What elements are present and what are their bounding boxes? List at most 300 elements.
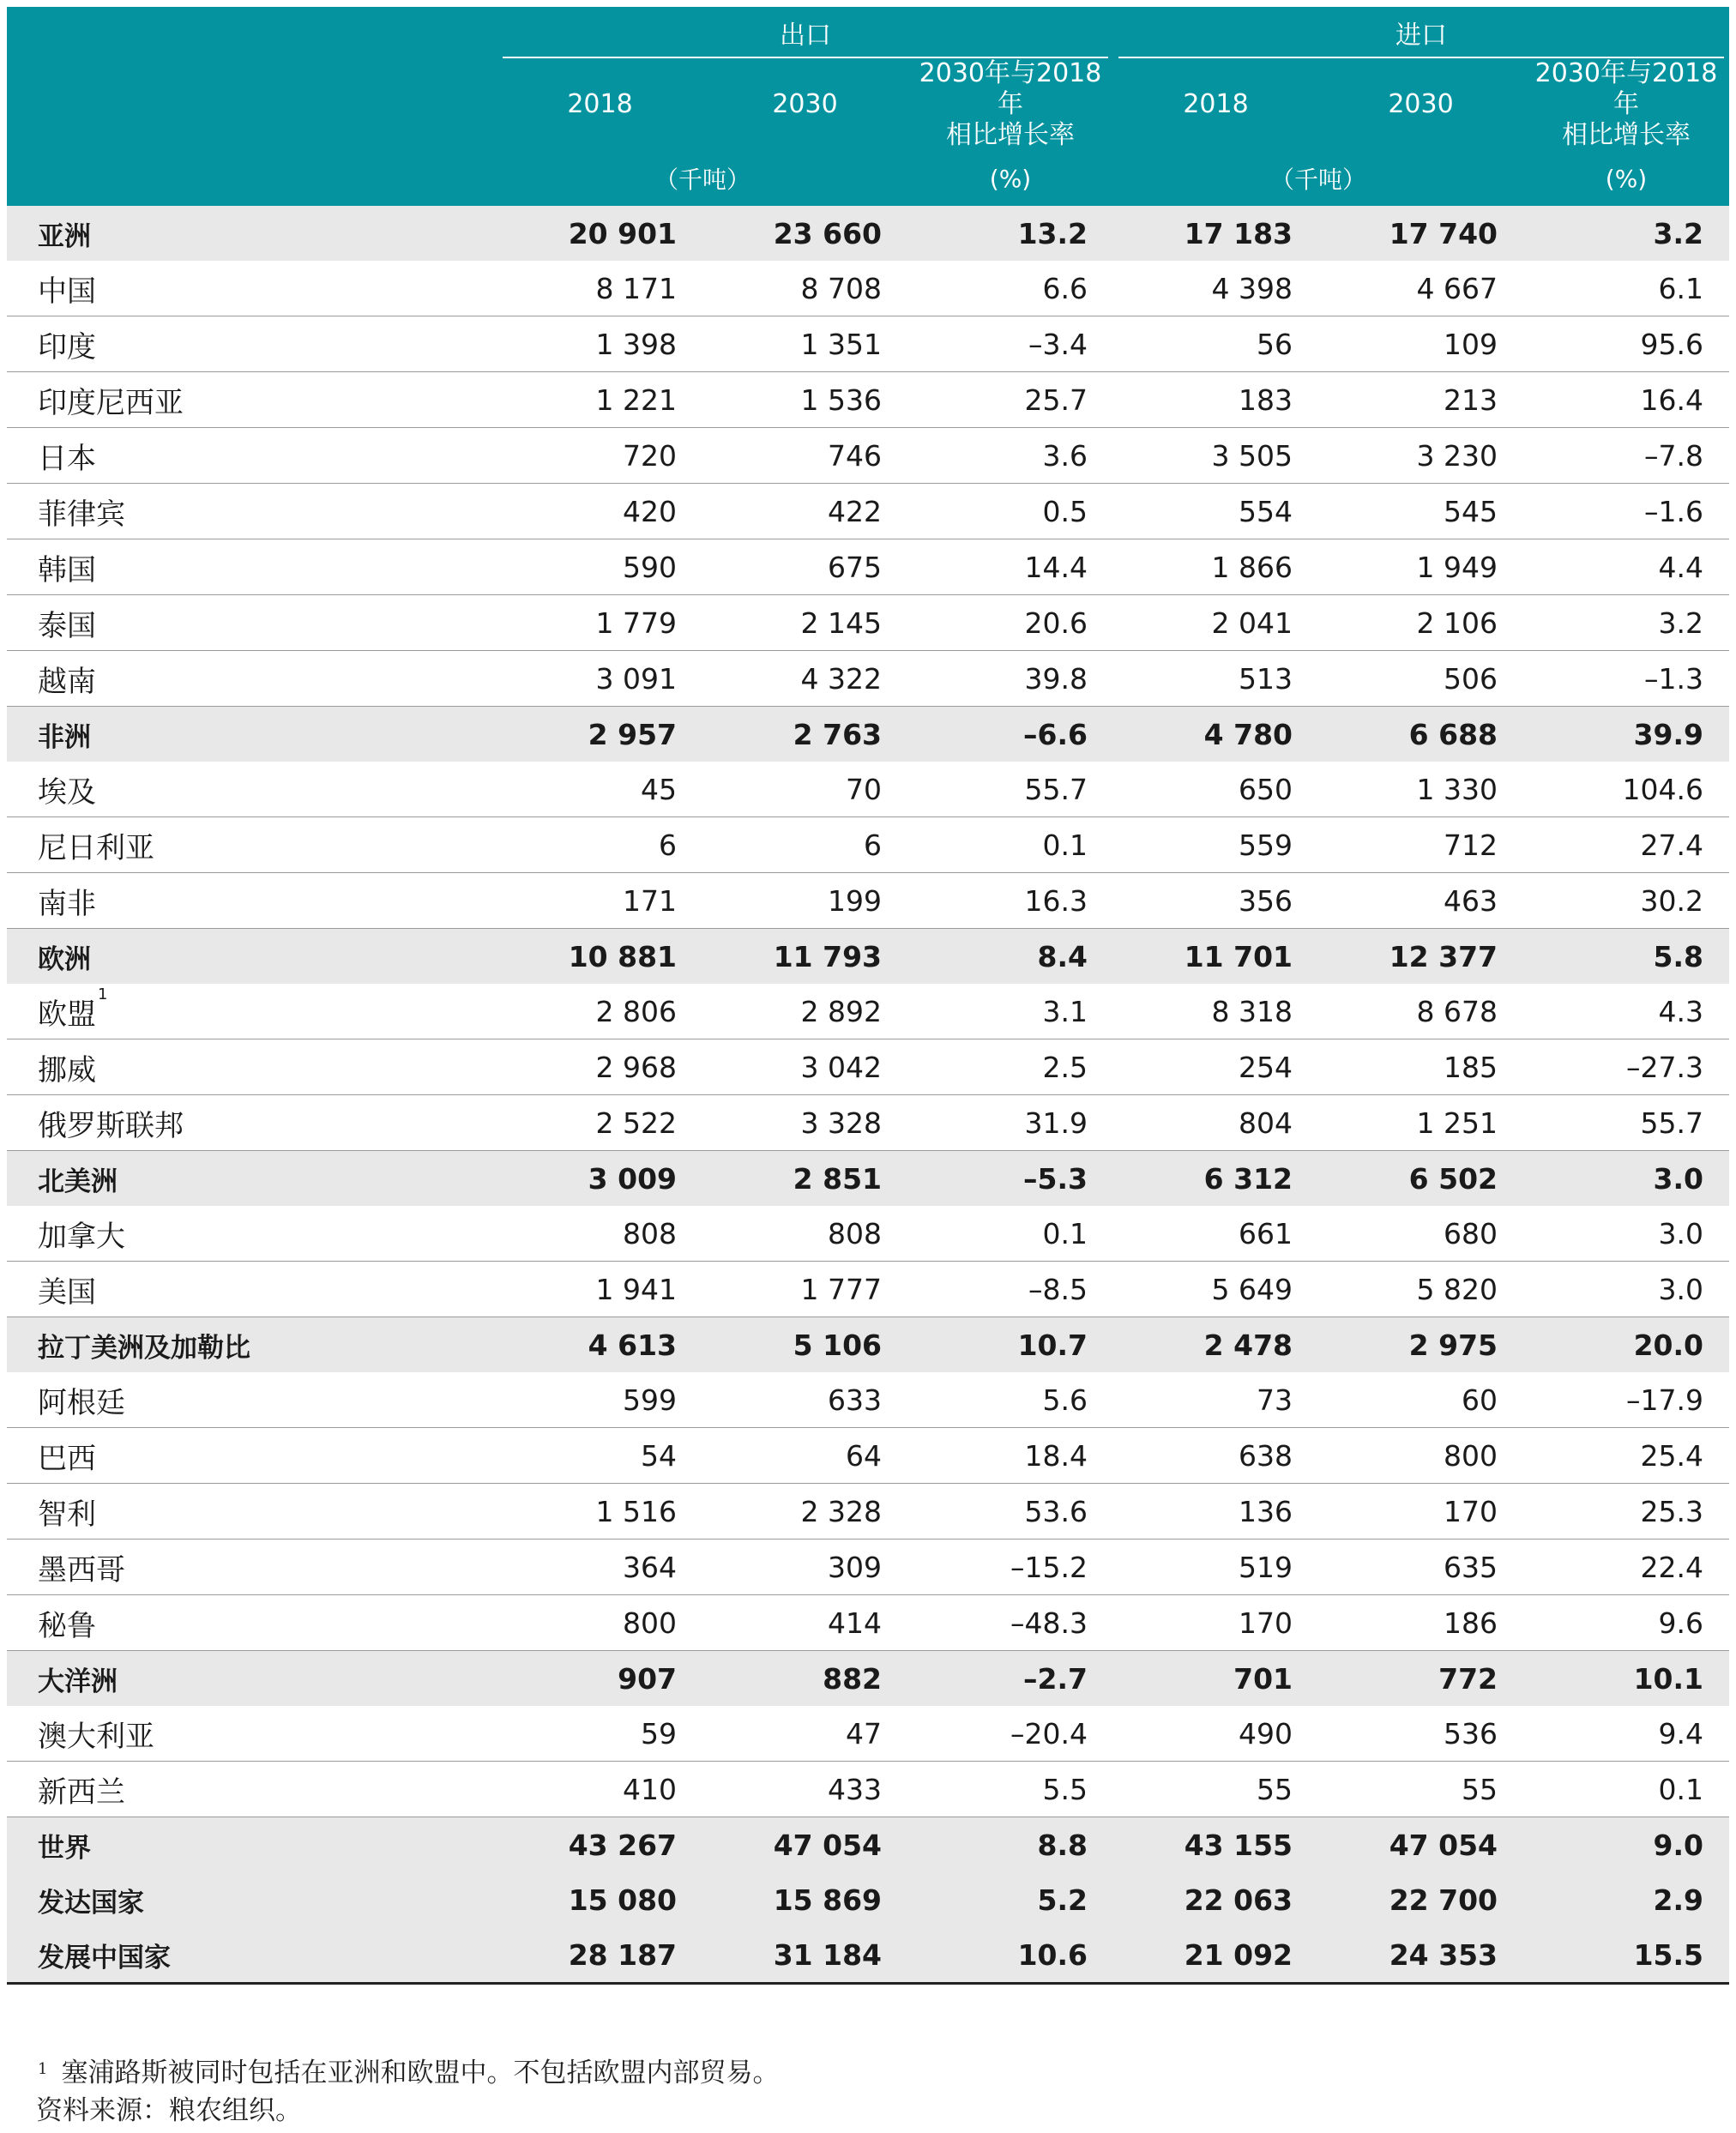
cell-exp2030: 2 145 <box>702 595 907 651</box>
row-label-text: 南非 <box>38 886 96 921</box>
cell-imp2030: 47 054 <box>1318 1817 1523 1873</box>
row-label <box>7 1372 497 1428</box>
cell-imp2018: 22 063 <box>1113 1872 1318 1927</box>
country-row <box>7 1095 1729 1151</box>
row-label <box>7 1927 497 1984</box>
cell-expGrowth: 53.6 <box>907 1484 1113 1539</box>
cell-expGrowth: 14.4 <box>907 539 1113 595</box>
country-row <box>7 484 1729 539</box>
cell-expGrowth: 31.9 <box>907 1095 1113 1151</box>
row-label-text: 拉丁美洲及加勒比 <box>38 1332 250 1364</box>
row-label <box>7 372 497 428</box>
cell-impGrowth: 55.7 <box>1523 1095 1729 1151</box>
cell-exp2018: 8 171 <box>497 261 702 316</box>
cell-imp2030: 1 251 <box>1318 1095 1523 1151</box>
cell-exp2030: 633 <box>702 1372 907 1428</box>
cell-imp2018: 4 398 <box>1113 261 1318 316</box>
cell-imp2030: 3 230 <box>1318 428 1523 484</box>
country-row <box>7 539 1729 595</box>
cell-exp2030: 808 <box>702 1206 907 1262</box>
cell-exp2018: 20 901 <box>497 206 702 261</box>
cell-imp2018: 804 <box>1113 1095 1318 1151</box>
country-row <box>7 595 1729 651</box>
source-note: 资料来源：粮农组织。 <box>36 2095 302 2126</box>
cell-imp2030: 55 <box>1318 1762 1523 1817</box>
cell-expGrowth: 3.6 <box>907 428 1113 484</box>
row-label <box>7 1817 497 1873</box>
country-row <box>7 428 1729 484</box>
cell-imp2030: 536 <box>1318 1706 1523 1762</box>
cell-exp2018: 590 <box>497 539 702 595</box>
cell-impGrowth: –17.9 <box>1523 1372 1729 1428</box>
cell-expGrowth: 0.1 <box>907 817 1113 873</box>
cell-exp2018: 43 267 <box>497 1817 702 1873</box>
cell-imp2018: 3 505 <box>1113 428 1318 484</box>
import-unit-kt: （千吨） <box>1113 151 1523 206</box>
cell-exp2018: 420 <box>497 484 702 539</box>
cell-exp2018: 1 941 <box>497 1262 702 1317</box>
cell-impGrowth: 104.6 <box>1523 762 1729 817</box>
cell-imp2018: 356 <box>1113 873 1318 929</box>
cell-exp2018: 4 613 <box>497 1317 702 1373</box>
cell-impGrowth: 3.0 <box>1523 1206 1729 1262</box>
cell-expGrowth: 25.7 <box>907 372 1113 428</box>
cell-imp2030: 170 <box>1318 1484 1523 1539</box>
cell-exp2018: 1 221 <box>497 372 702 428</box>
cell-expGrowth: 18.4 <box>907 1428 1113 1484</box>
cell-imp2018: 519 <box>1113 1539 1318 1595</box>
cell-exp2018: 1 779 <box>497 595 702 651</box>
cell-imp2030: 712 <box>1318 817 1523 873</box>
row-label-text: 中国 <box>38 274 96 309</box>
cell-imp2030: 680 <box>1318 1206 1523 1262</box>
row-label-text: 大洋洲 <box>38 1666 118 1697</box>
country-row <box>7 1484 1729 1539</box>
cell-impGrowth: 9.0 <box>1523 1817 1729 1873</box>
cell-expGrowth: –48.3 <box>907 1595 1113 1651</box>
cell-imp2018: 559 <box>1113 817 1318 873</box>
cell-imp2018: 2 041 <box>1113 595 1318 651</box>
row-label-text: 澳大利亚 <box>38 1719 154 1754</box>
header-corner <box>7 151 497 206</box>
row-label-text: 俄罗斯联邦 <box>38 1108 184 1143</box>
footnote-text: 塞浦路斯被同时包括在亚洲和欧盟中。不包括欧盟内部贸易。 <box>61 2058 780 2088</box>
cell-imp2018: 5 649 <box>1113 1262 1318 1317</box>
row-label-text: 非洲 <box>38 721 91 753</box>
row-label <box>7 1872 497 1927</box>
row-label <box>7 1484 497 1539</box>
cell-exp2030: 4 322 <box>702 651 907 707</box>
growth-header-line2: 相比增长率 <box>1562 120 1691 150</box>
cell-impGrowth: 10.1 <box>1523 1651 1729 1707</box>
cell-impGrowth: 30.2 <box>1523 873 1729 929</box>
row-label <box>7 261 497 316</box>
cell-exp2018: 2 522 <box>497 1095 702 1151</box>
country-row <box>7 762 1729 817</box>
cell-imp2030: 213 <box>1318 372 1523 428</box>
cell-imp2030: 1 330 <box>1318 762 1523 817</box>
row-label <box>7 817 497 873</box>
row-label <box>7 1428 497 1484</box>
cell-exp2030: 2 892 <box>702 984 907 1039</box>
cell-impGrowth: –1.6 <box>1523 484 1729 539</box>
cell-expGrowth: 16.3 <box>907 873 1113 929</box>
cell-impGrowth: 22.4 <box>1523 1539 1729 1595</box>
country-row <box>7 984 1729 1039</box>
table-header <box>7 7 1729 206</box>
row-label-text: 埃及 <box>38 774 96 810</box>
cell-imp2030: 800 <box>1318 1428 1523 1484</box>
cell-expGrowth: –3.4 <box>907 316 1113 372</box>
cell-exp2030: 64 <box>702 1428 907 1484</box>
import-group-label: 进口 <box>1395 21 1447 51</box>
cell-imp2030: 4 667 <box>1318 261 1523 316</box>
cell-exp2030: 1 351 <box>702 316 907 372</box>
cell-expGrowth: –8.5 <box>907 1262 1113 1317</box>
export-unit-pct: (%) <box>907 151 1113 206</box>
country-row <box>7 1595 1729 1651</box>
country-row <box>7 316 1729 372</box>
region-total-row <box>7 1817 1729 1873</box>
row-label-text: 墨西哥 <box>38 1552 125 1588</box>
cell-imp2030: 635 <box>1318 1539 1523 1595</box>
cell-expGrowth: 2.5 <box>907 1039 1113 1095</box>
cell-exp2030: 1 536 <box>702 372 907 428</box>
country-row <box>7 1372 1729 1428</box>
row-label-text: 菲律宾 <box>38 497 125 532</box>
cell-imp2018: 43 155 <box>1113 1817 1318 1873</box>
cell-imp2018: 490 <box>1113 1706 1318 1762</box>
row-label <box>7 1262 497 1317</box>
cell-exp2030: 15 869 <box>702 1872 907 1927</box>
cell-expGrowth: 8.4 <box>907 929 1113 985</box>
cell-exp2018: 3 091 <box>497 651 702 707</box>
cell-impGrowth: 9.4 <box>1523 1706 1729 1762</box>
cell-imp2018: 650 <box>1113 762 1318 817</box>
table-body <box>7 206 1729 1984</box>
cell-exp2030: 199 <box>702 873 907 929</box>
cell-expGrowth: 5.2 <box>907 1872 1113 1927</box>
cell-expGrowth: –15.2 <box>907 1539 1113 1595</box>
row-label <box>7 707 497 762</box>
region-total-row <box>7 707 1729 762</box>
cell-expGrowth: –20.4 <box>907 1706 1113 1762</box>
country-row <box>7 873 1729 929</box>
growth-header-line1: 2030年与2018年 <box>1534 58 1718 119</box>
region-total-row <box>7 929 1729 985</box>
cell-exp2018: 59 <box>497 1706 702 1762</box>
cell-exp2018: 800 <box>497 1595 702 1651</box>
cell-imp2018: 554 <box>1113 484 1318 539</box>
region-total-row <box>7 1927 1729 1984</box>
cell-expGrowth: 5.5 <box>907 1762 1113 1817</box>
cell-imp2030: 12 377 <box>1318 929 1523 985</box>
cell-imp2018: 638 <box>1113 1428 1318 1484</box>
row-label-text: 欧洲 <box>38 943 91 975</box>
cell-imp2018: 2 478 <box>1113 1317 1318 1373</box>
cell-impGrowth: –27.3 <box>1523 1039 1729 1095</box>
cell-exp2030: 47 054 <box>702 1817 907 1873</box>
cell-exp2030: 2 763 <box>702 707 907 762</box>
cell-expGrowth: 20.6 <box>907 595 1113 651</box>
cell-exp2018: 907 <box>497 1651 702 1707</box>
row-label <box>7 1762 497 1817</box>
row-label-text: 世界 <box>38 1832 91 1864</box>
cell-impGrowth: 25.4 <box>1523 1428 1729 1484</box>
row-label <box>7 984 497 1039</box>
row-label <box>7 206 497 261</box>
cell-imp2030: 2 106 <box>1318 595 1523 651</box>
country-row <box>7 651 1729 707</box>
row-label-text: 挪威 <box>38 1052 96 1088</box>
cell-impGrowth: 6.1 <box>1523 261 1729 316</box>
cell-imp2030: 185 <box>1318 1039 1523 1095</box>
cell-imp2018: 661 <box>1113 1206 1318 1262</box>
row-label-text: 印度 <box>38 329 96 365</box>
row-label <box>7 1651 497 1707</box>
cell-exp2018: 28 187 <box>497 1927 702 1984</box>
row-label <box>7 873 497 929</box>
cell-exp2030: 414 <box>702 1595 907 1651</box>
cell-exp2030: 309 <box>702 1539 907 1595</box>
cell-impGrowth: 15.5 <box>1523 1927 1729 1984</box>
cell-expGrowth: 6.6 <box>907 261 1113 316</box>
row-label-text: 发展中国家 <box>38 1942 171 1973</box>
row-label-text: 欧盟 <box>38 997 96 1032</box>
row-label-text: 泰国 <box>38 608 96 643</box>
cell-imp2030: 109 <box>1318 316 1523 372</box>
row-label-text: 印度尼西亚 <box>38 385 184 420</box>
cell-imp2018: 21 092 <box>1113 1927 1318 1984</box>
cell-exp2018: 45 <box>497 762 702 817</box>
growth-header-line2: 相比增长率 <box>946 120 1075 150</box>
cell-imp2018: 1 866 <box>1113 539 1318 595</box>
cell-exp2030: 2 851 <box>702 1151 907 1207</box>
export-growth-header <box>907 58 1113 151</box>
cell-imp2018: 56 <box>1113 316 1318 372</box>
cell-imp2018: 183 <box>1113 372 1318 428</box>
cell-exp2018: 720 <box>497 428 702 484</box>
cell-exp2018: 54 <box>497 1428 702 1484</box>
cell-expGrowth: 13.2 <box>907 206 1113 261</box>
cell-impGrowth: 4.3 <box>1523 984 1729 1039</box>
cell-imp2030: 5 820 <box>1318 1262 1523 1317</box>
country-row <box>7 1262 1729 1317</box>
cell-imp2018: 136 <box>1113 1484 1318 1539</box>
cell-exp2030: 23 660 <box>702 206 907 261</box>
cell-imp2018: 4 780 <box>1113 707 1318 762</box>
cell-imp2030: 22 700 <box>1318 1872 1523 1927</box>
country-row <box>7 261 1729 316</box>
import-group-header <box>1113 7 1729 58</box>
row-label-text: 亚洲 <box>38 220 91 252</box>
row-label-text: 阿根廷 <box>38 1385 125 1420</box>
cell-impGrowth: 20.0 <box>1523 1317 1729 1373</box>
cell-imp2018: 513 <box>1113 651 1318 707</box>
header-corner <box>7 58 497 151</box>
region-total-row <box>7 1872 1729 1927</box>
cell-imp2030: 2 975 <box>1318 1317 1523 1373</box>
cell-imp2018: 6 312 <box>1113 1151 1318 1207</box>
cell-exp2030: 882 <box>702 1651 907 1707</box>
region-total-row <box>7 1651 1729 1707</box>
row-label-text: 越南 <box>38 664 96 699</box>
row-label-text: 日本 <box>38 441 96 476</box>
row-label-text: 秘鲁 <box>38 1608 96 1643</box>
cell-exp2018: 2 806 <box>497 984 702 1039</box>
footnotes <box>36 2054 779 2130</box>
cell-impGrowth: 25.3 <box>1523 1484 1729 1539</box>
cell-imp2030: 24 353 <box>1318 1927 1523 1984</box>
export-group-header <box>497 7 1113 58</box>
row-label <box>7 484 497 539</box>
cell-exp2030: 2 328 <box>702 1484 907 1539</box>
cell-impGrowth: 3.0 <box>1523 1151 1729 1207</box>
row-label-text: 美国 <box>38 1274 96 1310</box>
cell-exp2018: 10 881 <box>497 929 702 985</box>
row-label-text: 发达国家 <box>38 1887 144 1919</box>
footnote-1 <box>36 2054 779 2092</box>
row-label <box>7 1317 497 1373</box>
country-row <box>7 817 1729 873</box>
country-row <box>7 1428 1729 1484</box>
cell-imp2030: 6 688 <box>1318 707 1523 762</box>
cell-imp2030: 8 678 <box>1318 984 1523 1039</box>
export-2030-header: 2030 <box>702 58 907 151</box>
cell-imp2030: 1 949 <box>1318 539 1523 595</box>
region-total-row <box>7 1151 1729 1207</box>
cell-impGrowth: 39.9 <box>1523 707 1729 762</box>
cell-exp2030: 47 <box>702 1706 907 1762</box>
cell-exp2018: 2 957 <box>497 707 702 762</box>
cell-exp2018: 410 <box>497 1762 702 1817</box>
footnote-marker: 1 <box>38 2060 48 2078</box>
cell-imp2030: 772 <box>1318 1651 1523 1707</box>
cell-expGrowth: 0.1 <box>907 1206 1113 1262</box>
cell-impGrowth: 2.9 <box>1523 1872 1729 1927</box>
cell-exp2018: 2 968 <box>497 1039 702 1095</box>
cell-exp2030: 675 <box>702 539 907 595</box>
export-2018-header: 2018 <box>497 58 702 151</box>
cell-expGrowth: 8.8 <box>907 1817 1113 1873</box>
row-label <box>7 316 497 372</box>
cell-exp2018: 1 516 <box>497 1484 702 1539</box>
cell-exp2030: 3 328 <box>702 1095 907 1151</box>
row-label-text: 巴西 <box>38 1441 96 1476</box>
country-row <box>7 1206 1729 1262</box>
export-unit-kt: （千吨） <box>497 151 907 206</box>
row-label <box>7 1539 497 1595</box>
row-label <box>7 1595 497 1651</box>
cell-expGrowth: 10.7 <box>907 1317 1113 1373</box>
row-label <box>7 539 497 595</box>
cell-expGrowth: 0.5 <box>907 484 1113 539</box>
header-corner <box>7 7 497 58</box>
cell-exp2018: 364 <box>497 1539 702 1595</box>
cell-imp2018: 17 183 <box>1113 206 1318 261</box>
cell-expGrowth: 39.8 <box>907 651 1113 707</box>
cell-impGrowth: 3.2 <box>1523 595 1729 651</box>
cell-exp2030: 433 <box>702 1762 907 1817</box>
country-row <box>7 1539 1729 1595</box>
cell-exp2030: 3 042 <box>702 1039 907 1095</box>
cell-exp2030: 422 <box>702 484 907 539</box>
cell-exp2030: 6 <box>702 817 907 873</box>
cell-expGrowth: 10.6 <box>907 1927 1113 1984</box>
row-label <box>7 1095 497 1151</box>
row-label <box>7 1039 497 1095</box>
cell-expGrowth: –2.7 <box>907 1651 1113 1707</box>
cell-exp2030: 1 777 <box>702 1262 907 1317</box>
row-label <box>7 595 497 651</box>
cell-imp2030: 545 <box>1318 484 1523 539</box>
cell-impGrowth: 0.1 <box>1523 1762 1729 1817</box>
cell-impGrowth: 27.4 <box>1523 817 1729 873</box>
cell-imp2030: 463 <box>1318 873 1523 929</box>
cell-imp2018: 8 318 <box>1113 984 1318 1039</box>
cell-exp2018: 808 <box>497 1206 702 1262</box>
row-label <box>7 651 497 707</box>
cell-impGrowth: 95.6 <box>1523 316 1729 372</box>
row-label-text: 韩国 <box>38 552 96 587</box>
cell-expGrowth: –5.3 <box>907 1151 1113 1207</box>
cell-exp2030: 8 708 <box>702 261 907 316</box>
cell-imp2030: 17 740 <box>1318 206 1523 261</box>
import-2030-header: 2030 <box>1318 58 1523 151</box>
import-unit-pct: (%) <box>1523 151 1729 206</box>
cell-expGrowth: 55.7 <box>907 762 1113 817</box>
cell-exp2018: 3 009 <box>497 1151 702 1207</box>
row-label-text: 尼日利亚 <box>38 830 154 865</box>
cell-imp2030: 506 <box>1318 651 1523 707</box>
cell-exp2018: 599 <box>497 1372 702 1428</box>
cell-expGrowth: 5.6 <box>907 1372 1113 1428</box>
country-row <box>7 1762 1729 1817</box>
cell-imp2030: 186 <box>1318 1595 1523 1651</box>
row-label-text: 加拿大 <box>38 1219 125 1254</box>
trade-table <box>7 7 1729 1985</box>
export-group-label: 出口 <box>780 21 831 51</box>
country-row <box>7 1039 1729 1095</box>
cell-imp2018: 254 <box>1113 1039 1318 1095</box>
country-row <box>7 1706 1729 1762</box>
cell-expGrowth: –6.6 <box>907 707 1113 762</box>
cell-imp2018: 11 701 <box>1113 929 1318 985</box>
cell-imp2018: 55 <box>1113 1762 1318 1817</box>
cell-imp2030: 60 <box>1318 1372 1523 1428</box>
row-label <box>7 1706 497 1762</box>
row-label-text: 北美洲 <box>38 1166 118 1197</box>
row-label <box>7 762 497 817</box>
cell-impGrowth: 3.2 <box>1523 206 1729 261</box>
cell-exp2030: 70 <box>702 762 907 817</box>
cell-exp2018: 15 080 <box>497 1872 702 1927</box>
growth-header-line1: 2030年与2018年 <box>919 58 1102 119</box>
cell-exp2018: 1 398 <box>497 316 702 372</box>
cell-impGrowth: 9.6 <box>1523 1595 1729 1651</box>
cell-impGrowth: 3.0 <box>1523 1262 1729 1317</box>
cell-impGrowth: –1.3 <box>1523 651 1729 707</box>
cell-exp2030: 5 106 <box>702 1317 907 1373</box>
cell-expGrowth: 3.1 <box>907 984 1113 1039</box>
cell-exp2018: 171 <box>497 873 702 929</box>
row-label-text: 新西兰 <box>38 1774 125 1810</box>
row-label <box>7 428 497 484</box>
region-total-row <box>7 206 1729 261</box>
import-2018-header: 2018 <box>1113 58 1318 151</box>
cell-exp2018: 6 <box>497 817 702 873</box>
cell-exp2030: 746 <box>702 428 907 484</box>
